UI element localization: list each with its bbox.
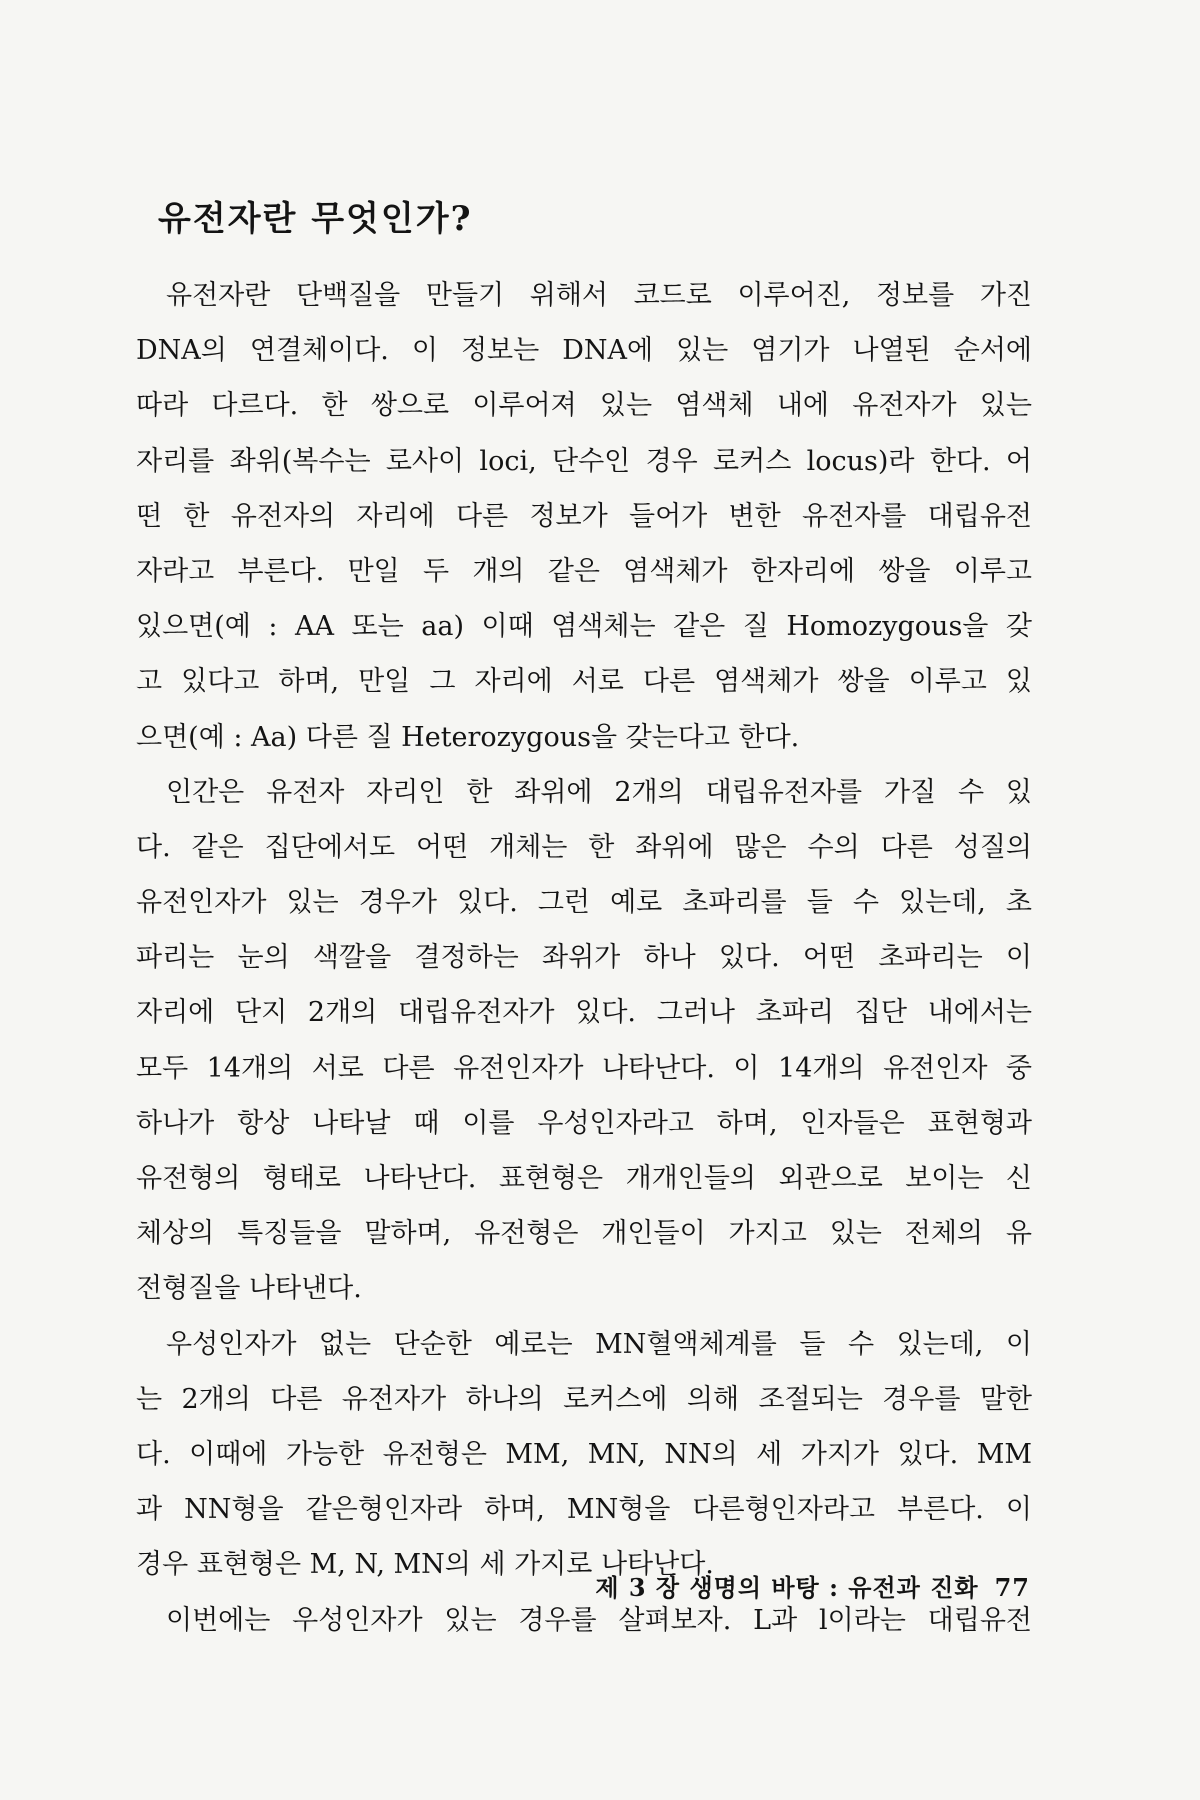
text-line: 전형질을 나타낸다. xyxy=(136,1273,362,1305)
text-line: 유전형의 형태로 나타난다. 표현형은 개개인들의 외관으로 보이는 신 xyxy=(136,1163,1032,1194)
text-line: 유전자란 단백질을 만들기 위해서 코드로 이루어진, 정보를 가진 xyxy=(166,280,1032,311)
page-number: 77 xyxy=(994,1573,1030,1602)
text-line: 으면(예 : Aa) 다른 질 Heterozygous을 갖는다고 한다. xyxy=(136,721,800,753)
text-line: 고 있다고 하며, 만일 그 자리에 서로 다른 염색체가 쌍을 이루고 있 xyxy=(136,666,1032,698)
text-line: 따라 다르다. 한 쌍으로 이루어져 있는 염색체 내에 유전자가 있는 xyxy=(136,390,1032,422)
text-line: 유전인자가 있는 경우가 있다. 그런 예로 초파리를 들 수 있는데, 초 xyxy=(136,887,1032,919)
text-line: 자라고 부른다. 만일 두 개의 같은 염색체가 한자리에 쌍을 이루고 xyxy=(136,555,1032,587)
text-line: 다. 이때에 가능한 유전형은 MM, MN, NN의 세 가지가 있다. MM xyxy=(136,1438,1032,1470)
text-line: 파리는 눈의 색깔을 결정하는 좌위가 하나 있다. 어떤 초파리는 이 xyxy=(136,942,1032,974)
text-line: 과 NN형을 같은형인자라 하며, MN형을 다른형인자라고 부른다. 이 xyxy=(136,1494,1032,1526)
text-line: 떤 한 유전자의 자리에 다른 정보가 들어가 변한 유전자를 대립유전 xyxy=(136,500,1032,532)
page-footer xyxy=(595,1568,1030,1603)
section-heading: 유전자란 무엇인가? xyxy=(158,198,473,239)
running-head: 제 3 장 생명의 바탕 : 유전과 진화 xyxy=(595,1573,979,1602)
text-line: 우성인자가 없는 단순한 예로는 MN혈액체계를 들 수 있는데, 이 xyxy=(166,1328,1032,1360)
text-line: 자리를 좌위(복수는 로사이 loci, 단수인 경우 로커스 locus)라 한다. 어 xyxy=(136,445,1032,477)
text-line: 경우 표현형은 M, N, MN의 세 가지로 나타난다. xyxy=(136,1549,714,1581)
text-line: 이번에는 우성인자가 있는 경우를 살펴보자. L과 l이라는 대립유전 xyxy=(166,1604,1032,1636)
text-line: 자리에 단지 2개의 대립유전자가 있다. 그러나 초파리 집단 내에서는 xyxy=(136,997,1032,1029)
text-line: 다. 같은 집단에서도 어떤 개체는 한 좌위에 많은 수의 다른 성질의 xyxy=(136,831,1032,863)
text-line: 는 2개의 다른 유전자가 하나의 로커스에 의해 조절되는 경우를 말한 xyxy=(136,1383,1032,1415)
text-line: 모두 14개의 서로 다른 유전인자가 나타난다. 이 14개의 유전인자 중 xyxy=(136,1052,1032,1084)
text-line: 있으면(예 : AA 또는 aa) 이때 염색체는 같은 질 Homozygous을 갖 xyxy=(136,611,1032,643)
text-line: DNA의 연결체이다. 이 정보는 DNA에 있는 염기가 나열된 순서에 xyxy=(136,335,1032,367)
text-line: 체상의 특징들을 말하며, 유전형은 개인들이 가지고 있는 전체의 유 xyxy=(136,1218,1032,1250)
text-line: 하나가 항상 나타날 때 이를 우성인자라고 하며, 인자들은 표현형과 xyxy=(136,1107,1032,1139)
text-line: 인간은 유전자 자리인 한 좌위에 2개의 대립유전자를 가질 수 있 xyxy=(166,776,1032,808)
body-text xyxy=(136,268,1032,1648)
